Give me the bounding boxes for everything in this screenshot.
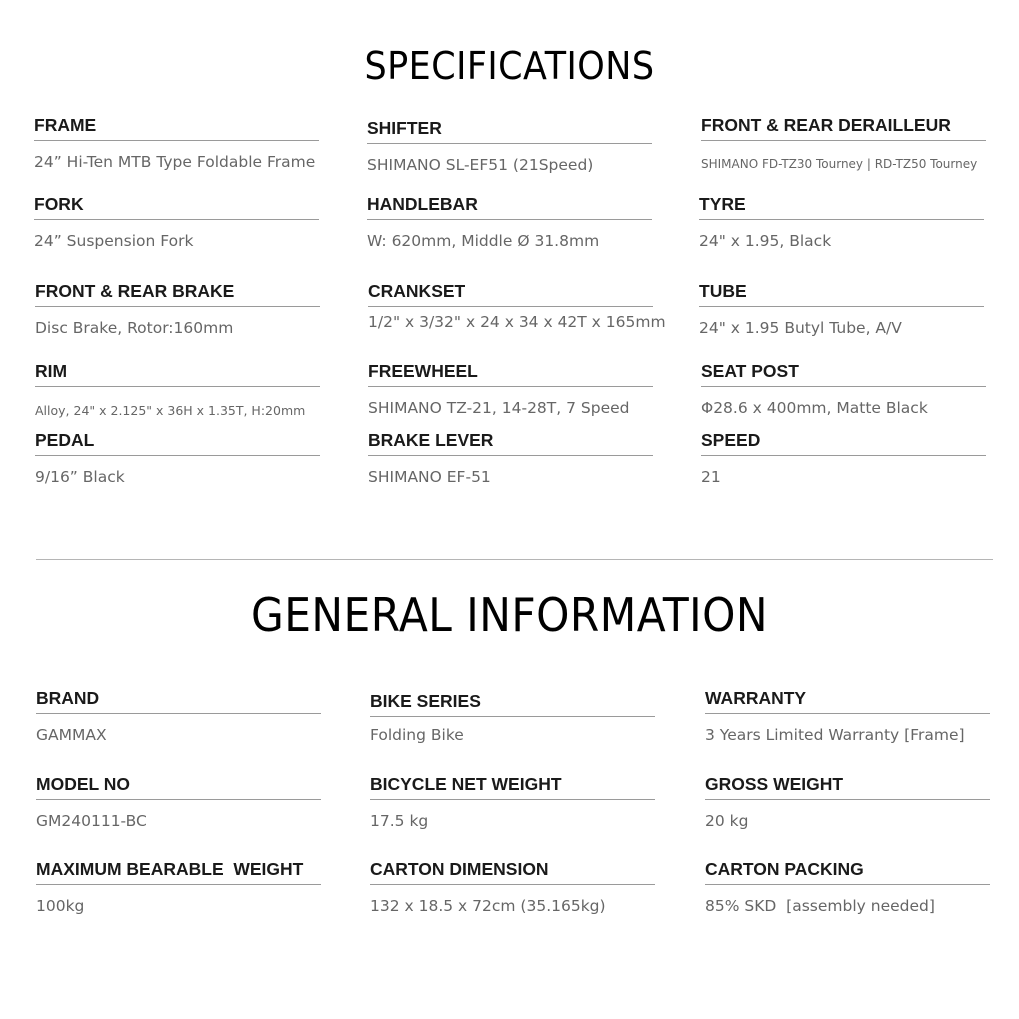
spec-freewheel (368, 360, 653, 417)
spec-label: TUBE (699, 280, 984, 307)
spec-value: 24” Hi-Ten MTB Type Foldable Frame (34, 153, 316, 171)
info-label: CARTON PACKING (705, 858, 990, 885)
spec-value: 24" x 1.95 Butyl Tube, A/V (699, 319, 902, 337)
spec-value: 1/2" x 3/32" x 24 x 34 x 42T x 165mm (368, 313, 666, 331)
spec-label: SPEED (701, 429, 986, 456)
info-label: BIKE SERIES (370, 690, 655, 717)
spec-frame (34, 114, 319, 171)
spec-brake-lever (368, 429, 653, 486)
spec-value: 21 (701, 468, 721, 486)
spec-value: 24" x 1.95, Black (699, 232, 832, 250)
info-value: 132 x 18.5 x 72cm (35.165kg) (370, 897, 606, 915)
spec-value: Alloy, 24" x 2.125" x 36H x 1.35T, H:20mm (35, 403, 306, 418)
info-value: 85% SKD [assembly needed] (705, 897, 935, 915)
spec-value: SHIMANO FD-TZ30 Tourney | RD-TZ50 Tourney (701, 157, 978, 171)
info-value: 20 kg (705, 812, 749, 830)
spec-handlebar (367, 193, 652, 250)
spec-label: SEAT POST (701, 360, 986, 387)
spec-label: FRONT & REAR DERAILLEUR (701, 114, 986, 141)
spec-value: SHIMANO SL-EF51 (21Speed) (367, 156, 594, 174)
info-warranty (705, 687, 990, 744)
info-value: GM240111-BC (36, 812, 147, 830)
spec-speed (701, 429, 986, 486)
spec-label: FORK (34, 193, 319, 220)
spec-tyre (699, 193, 984, 250)
info-brand (36, 687, 321, 744)
info-gross-weight (705, 773, 990, 830)
info-label: MODEL NO (36, 773, 321, 800)
spec-label: RIM (35, 360, 320, 387)
spec-label: SHIFTER (367, 117, 652, 144)
spec-label: BRAKE LEVER (368, 429, 653, 456)
specifications-title: SPECIFICATIONS (364, 44, 655, 88)
info-max-weight (36, 858, 321, 915)
info-label: GROSS WEIGHT (705, 773, 990, 800)
spec-shifter (367, 117, 652, 174)
spec-pedal (35, 429, 320, 486)
info-label: BICYCLE NET WEIGHT (370, 773, 655, 800)
spec-brake (35, 280, 320, 337)
info-label: WARRANTY (705, 687, 990, 714)
spec-value: SHIMANO TZ-21, 14-28T, 7 Speed (368, 399, 630, 417)
info-net-weight (370, 773, 655, 830)
general-information-title: GENERAL INFORMATION (250, 588, 769, 642)
spec-value: Φ28.6 x 400mm, Matte Black (701, 399, 928, 417)
spec-label: FRONT & REAR BRAKE (35, 280, 320, 307)
info-model-no (36, 773, 321, 830)
spec-label: TYRE (699, 193, 984, 220)
info-value: Folding Bike (370, 726, 464, 744)
spec-value: W: 620mm, Middle Ø 31.8mm (367, 232, 600, 250)
spec-value: Disc Brake, Rotor:160mm (35, 319, 234, 337)
info-value: 3 Years Limited Warranty [Frame] (705, 726, 965, 744)
info-value: 17.5 kg (370, 812, 429, 830)
info-label: BRAND (36, 687, 321, 714)
info-label: MAXIMUM BEARABLE WEIGHT (36, 858, 321, 885)
spec-rim (35, 360, 320, 418)
spec-label: HANDLEBAR (367, 193, 652, 220)
spec-value: SHIMANO EF-51 (368, 468, 491, 486)
spec-tube (699, 280, 984, 337)
spec-label: FRAME (34, 114, 319, 141)
spec-crankset (368, 280, 666, 331)
info-carton-dimension (370, 858, 655, 915)
info-bike-series (370, 690, 655, 744)
info-label: CARTON DIMENSION (370, 858, 655, 885)
spec-derailleur (701, 114, 986, 171)
spec-label: PEDAL (35, 429, 320, 456)
info-value: GAMMAX (36, 726, 107, 744)
section-divider (36, 559, 993, 560)
spec-value: 9/16” Black (35, 468, 125, 486)
spec-label: CRANKSET (368, 280, 653, 307)
info-value: 100kg (36, 897, 85, 915)
spec-value: 24” Suspension Fork (34, 232, 194, 250)
info-carton-packing (705, 858, 990, 915)
spec-fork (34, 193, 319, 250)
spec-seat-post (701, 360, 986, 417)
spec-label: FREEWHEEL (368, 360, 653, 387)
